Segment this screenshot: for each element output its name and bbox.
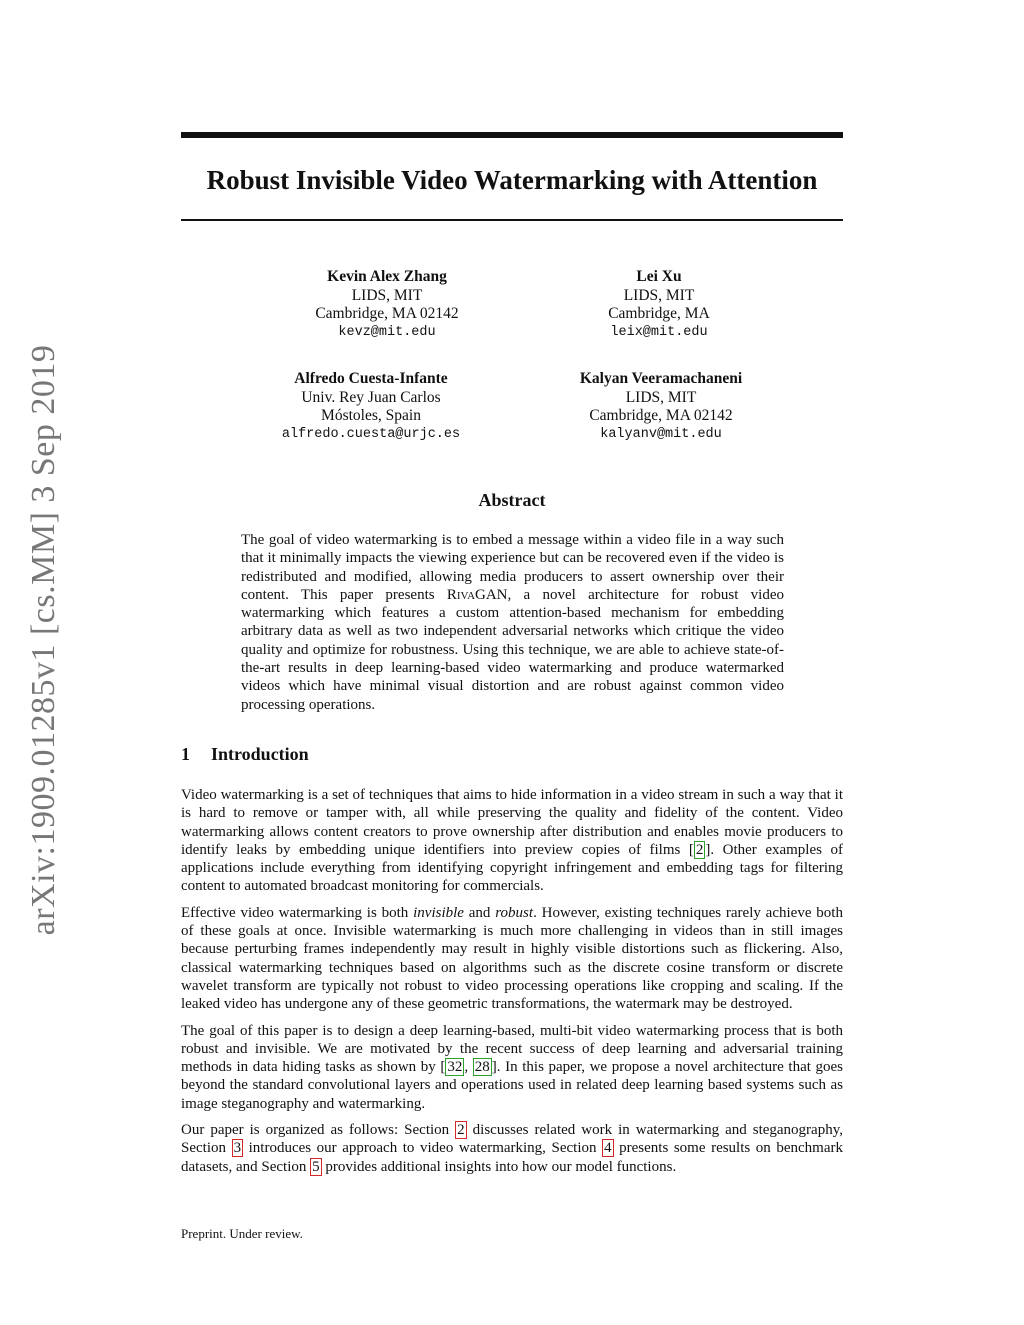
- paragraph: [181, 1121, 843, 1176]
- paragraph-text: The goal of this paper is to design a deep learning-based, multi-bit video watermarking process that is both robust and invisible. We are motivated by the recent success of deep learning and adversarial training methods in data hiding tasks as shown by [: [181, 1022, 843, 1076]
- paragraph-text: Our paper is organized as follows: Section: [181, 1122, 456, 1139]
- abstract-text-part: , a novel architecture for robust video watermarking which features a custom attention-based mechanism for embedding arbitrary data as well as two independent adversarial networks which critique the video quality and optimize for robustness. Using this technique, we are able to achieve state-of-the-art results in deep learning-based video watermarking and produce watermarked videos which have minimal visual distortion and are robust against common video processing operations.: [241, 586, 784, 713]
- paragraph: [181, 786, 843, 896]
- paragraph-text: provides additional insights into how our model functions.: [321, 1158, 677, 1175]
- author-name: Lei Xu: [636, 268, 682, 285]
- author-affiliation: LIDS, MIT: [351, 286, 423, 304]
- author-name: Kalyan Veeramachaneni: [579, 370, 743, 387]
- title-rule-bottom: [181, 219, 843, 221]
- section-number: 1: [181, 744, 190, 764]
- paragraph-text: Effective video watermarking is both: [181, 904, 414, 921]
- author-block: [531, 370, 791, 444]
- section-reference-link[interactable]: 3: [233, 1140, 242, 1157]
- abstract-text: [241, 531, 784, 714]
- author-block: [257, 268, 517, 342]
- paragraph-text: introduces our approach to video watermarking, Section: [243, 1140, 603, 1157]
- author-affiliation: LIDS, MIT: [623, 286, 695, 304]
- paragraph: [181, 904, 843, 1014]
- author-email[interactable]: kevz@mit.edu: [338, 324, 436, 340]
- author-affiliation: LIDS, MIT: [625, 388, 697, 406]
- author-block: [241, 370, 501, 444]
- method-name: RivaGAN: [446, 586, 508, 603]
- section-reference-link[interactable]: 2: [457, 1122, 465, 1139]
- footnote: Preprint. Under review.: [181, 1226, 303, 1241]
- abstract-heading: Abstract: [478, 490, 546, 510]
- paragraph-text: Video watermarking is a set of techniques that aims to hide information in a video stream in such a way that it is hard to remove or tamper with, all while preserving the quality and fidelity of the content. Video watermarking allows content creators to prove ownership after distribution and enables movie producers to identify leaks by embedding unique identifiers into preview copies of films [: [181, 787, 843, 858]
- section-reference-link[interactable]: 5: [312, 1158, 320, 1175]
- author-affiliation: Univ. Rey Juan Carlos: [301, 388, 441, 406]
- author-location: Cambridge, MA 02142: [315, 305, 459, 322]
- author-location: Cambridge, MA 02142: [589, 407, 733, 424]
- emphasis: invisible: [413, 904, 464, 921]
- arxiv-identifier: arXiv:1909.01285v1 [cs.MM] 3 Sep 2019: [25, 344, 62, 936]
- introduction-body: [181, 786, 843, 1184]
- paragraph-text: and: [463, 904, 496, 921]
- title-rule-top: [181, 132, 843, 138]
- author-location: Móstoles, Spain: [321, 407, 421, 424]
- author-email[interactable]: kalyanv@mit.edu: [600, 426, 722, 442]
- citation-link[interactable]: 2: [695, 841, 704, 858]
- paper-title: Robust Invisible Video Watermarking with Attention: [206, 165, 818, 195]
- section-heading-introduction: [181, 744, 309, 765]
- paragraph-text: . However, existing techniques rarely achieve both of these goals at once. Invisible watermarking is much more challenging in videos than in still images because perturbing frames independently may result in highly visible distortions such as flickering. Also, classical watermarking techniques based on algorithms such as the discrete cosine transform or discrete wavelet transform are typically not robust to video processing operations like cropping and scaling. If the leaked video has undergone any of these geometric transformations, the watermark may be destroyed.: [181, 904, 843, 1013]
- author-block: [529, 268, 789, 342]
- paragraph-text: ]. Other examples of applications include everything from identifying copyright infringement and embedding tags for filtering content to automated broadcast monitoring for commercials.: [181, 841, 843, 895]
- author-name: Alfredo Cuesta-Infante: [294, 370, 448, 387]
- author-email[interactable]: alfredo.cuesta@urjc.es: [281, 426, 461, 442]
- citation-link[interactable]: 28: [474, 1059, 490, 1076]
- author-name: Kevin Alex Zhang: [327, 268, 447, 285]
- paragraph: [181, 1022, 843, 1113]
- paragraph-text: discusses related work in watermarking and steganography, Section: [181, 1122, 843, 1157]
- author-email[interactable]: leix@mit.edu: [610, 324, 708, 340]
- paragraph-text: presents some results on benchmark datasets, and Section: [181, 1140, 843, 1175]
- paragraph-text: ,: [464, 1059, 473, 1076]
- section-title: Introduction: [211, 744, 309, 764]
- section-reference-link[interactable]: 4: [604, 1140, 612, 1157]
- emphasis: robust: [495, 904, 534, 921]
- citation-link[interactable]: 32: [447, 1059, 463, 1076]
- abstract-text-part: The goal of video watermarking is to embed a message within a video file in a way such that it minimally impacts the viewing experience but can be recovered even if the video is redistributed and modified, allowing media producers to assert ownership over their content. This paper presents: [241, 532, 784, 603]
- paragraph-text: ]. In this paper, we propose a novel architecture that goes beyond the standard convolutional layers and operations used in related deep learning based systems such as image steganography and watermarking.: [181, 1059, 844, 1112]
- author-location: Cambridge, MA: [608, 305, 710, 322]
